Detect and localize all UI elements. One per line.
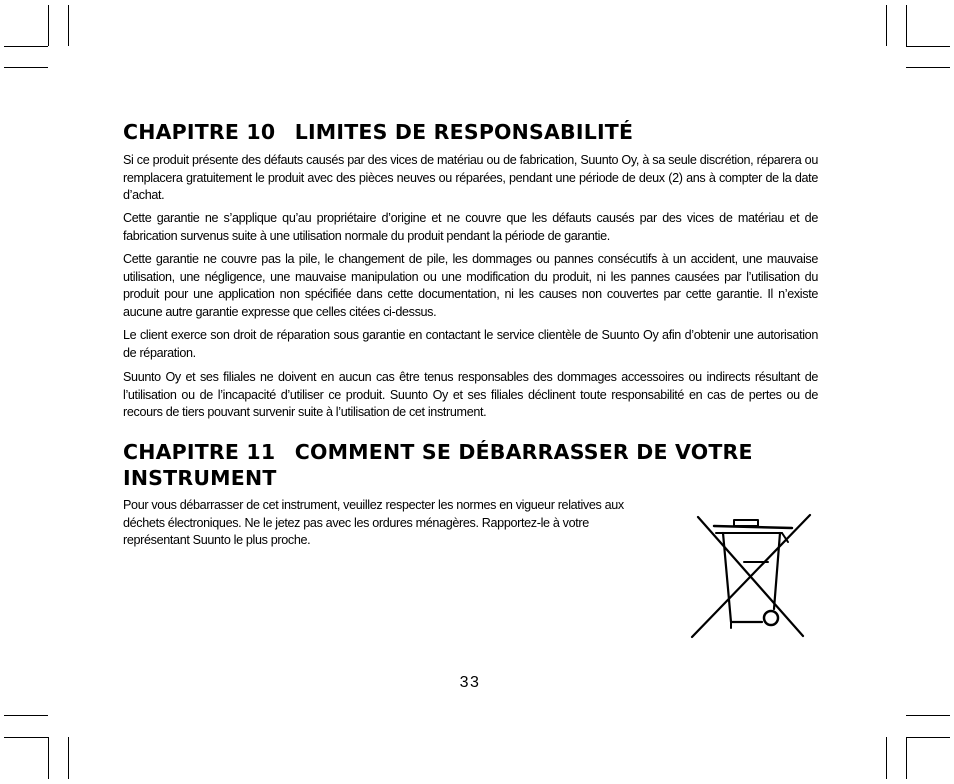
crossed-out-wheelie-bin-icon	[688, 512, 814, 642]
chapter-11-paragraph: Pour vous débarrasser de cet instrument, veuillez respecter les normes en vigueur relatives aux déchets électroniques. Ne le jetez pas avec les ordures ménagères. Rapportez-le à votre représentant Suunto le plus proche.	[123, 498, 624, 547]
crop-mark	[68, 737, 69, 779]
chapter-10-paragraph-1: Si ce produit présente des défauts causés par des vices de matériau ou de fabrication, Suunto Oy, à sa seule discrétion, réparera ou remplacera gratuitement le produit avec des pièces neuves ou réparées, pendant une période de deux (2) ans à compter de la date d’achat.	[123, 153, 818, 202]
chapter-11-heading	[123, 439, 753, 491]
chapter-11-title-line-2: INSTRUMENT	[123, 466, 277, 490]
crop-mark	[906, 5, 907, 46]
chapter-10-number: CHAPITRE 10	[123, 120, 276, 144]
chapter-11-title: COMMENT SE DÉBARRASSER DE VOTRE	[294, 440, 753, 464]
crop-mark	[48, 737, 49, 779]
crop-mark	[4, 46, 48, 47]
crop-mark	[906, 46, 950, 47]
crop-mark	[906, 737, 907, 779]
crop-mark	[886, 737, 887, 779]
chapter-10-paragraph-5: Suunto Oy et ses filiales ne doivent en aucun cas être tenus responsables des dommages accessoires ou indirects résultant de l’utilisation ou de l’incapacité d’utiliser ce produit. Suunto Oy et ses filiales déclinent toute responsabilité en cas de pertes ou de recours de tiers pouvant survenir suite à l’utilisation de cet instrument.	[123, 370, 818, 419]
crop-mark	[4, 715, 48, 716]
crop-mark	[906, 737, 950, 738]
chapter-10-paragraph-2: Cette garantie ne s’applique qu’au propriétaire d’origine et ne couvre que les défauts causés par des vices de matériau et de fabrication survenus suite à une utilisation normale du produit pendant la période de garantie.	[123, 211, 818, 243]
crop-mark	[4, 67, 48, 68]
chapter-11-number: CHAPITRE 11	[123, 440, 276, 464]
crop-mark	[906, 715, 950, 716]
chapter-10-heading	[123, 119, 633, 145]
chapter-10-paragraph-4: Le client exerce son droit de réparation sous garantie en contactant le service clientèle de Suunto Oy afin d’obtenir une autorisation de réparation.	[123, 328, 818, 360]
chapter-10-title: LIMITES DE RESPONSABILITÉ	[294, 120, 634, 144]
crop-mark	[68, 5, 69, 46]
crop-mark	[4, 737, 48, 738]
chapter-10-paragraph-3: Cette garantie ne couvre pas la pile, le changement de pile, les dommages ou pannes consécutifs à un accident, une mauvaise utilisation, une négligence, une mauvaise manipulation ou une modification du produit, ni les pannes causées par l’utilisation du produit pour une application non spécifiée dans cette documentation, ni les causes non couvertes par cette garantie. Il n’existe aucune autre garantie expresse que celles citées ci-dessus.	[123, 252, 818, 319]
crop-mark	[886, 5, 887, 46]
crop-mark	[48, 5, 49, 46]
crop-mark	[906, 67, 950, 68]
page-number: 33	[459, 674, 481, 691]
